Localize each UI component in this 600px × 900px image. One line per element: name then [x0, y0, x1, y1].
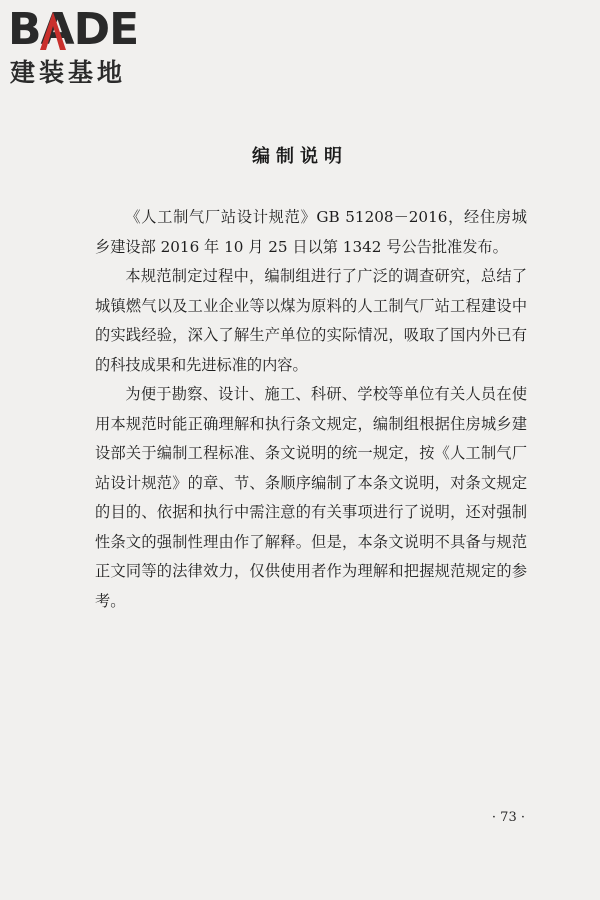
logo-accent-mark: [36, 6, 70, 54]
document-body: [95, 203, 527, 616]
paragraph: 为便于勘察、设计、施工、科研、学校等单位有关人员在使用本规范时能正确理解和执行条文规定，编制组根据住房城乡建设部关于编制工程标准、条文说明的统一规定，按《人工制气厂站设计规范》的章、节、条顺序编制了本条文说明，对条文规定的目的、依据和执行中需注意的有关事项进行了说明，还对强制性条文的强制性理由作了解释。但是，本条文说明不具备与规范正文同等的法律效力，仅供使用者作为理解和把握规范规定的参考。: [95, 385, 527, 610]
paragraph: 本规范制定过程中，编制组进行了广泛的调查研究，总结了城镇燃气以及工业企业等以煤为原料的人工制气厂站工程建设中的实践经验，深入了解生产单位的实际情况，吸取了国内外已有的科技成果和先进标准的内容。: [95, 267, 527, 374]
logo-wordmark: BADE: [8, 4, 139, 55]
page-number: · 73 ·: [491, 810, 525, 825]
brand-logo: [8, 6, 178, 90]
page-title: 编制说明: [252, 146, 348, 167]
paragraph: 《人工制气厂站设计规范》GB 51208－2016，经住房城乡建设部 2016 年 10 月 25 日以第 1342 号公告批准发布。: [95, 208, 527, 256]
logo-tagline: 建装基地: [10, 58, 127, 87]
